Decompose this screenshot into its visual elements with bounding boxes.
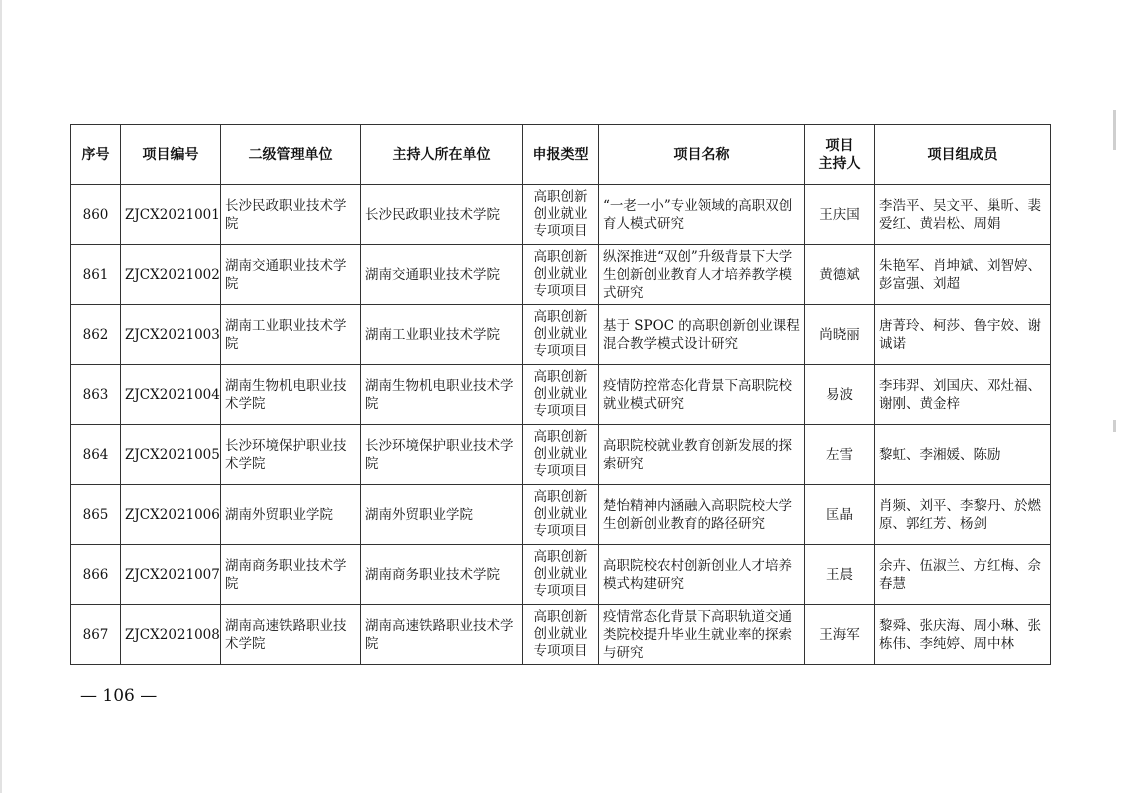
project-table (70, 124, 1051, 665)
cell-code: ZJCX2021004 (121, 365, 221, 425)
table-row (71, 605, 1051, 665)
cell-host: 易波 (805, 365, 875, 425)
cell-mgmt-unit: 长沙环境保护职业技术学院 (221, 425, 361, 485)
header-host-line1: 项目 (825, 137, 854, 154)
cell-mgmt-unit: 湖南外贸职业学院 (221, 485, 361, 545)
header-host-line2: 主持人 (818, 155, 861, 172)
scan-left-edge (0, 0, 2, 793)
cell-host-unit: 长沙环境保护职业技术学院 (361, 425, 523, 485)
cell-mgmt-unit: 湖南生物机电职业技术学院 (221, 365, 361, 425)
cell-type: 高职创新创业就业专项项目 (523, 245, 599, 305)
cell-name: “一老一小”专业领域的高职双创育人模式研究 (599, 185, 805, 245)
cell-code: ZJCX2021003 (121, 305, 221, 365)
header-host-unit: 主持人所在单位 (361, 125, 523, 185)
cell-name: 纵深推进“双创”升级背景下大学生创新创业教育人才培养教学模式研究 (599, 245, 805, 305)
table-row (71, 485, 1051, 545)
header-seq: 序号 (71, 125, 121, 185)
cell-type: 高职创新创业就业专项项目 (523, 485, 599, 545)
cell-name: 基于 SPOC 的高职创新创业课程混合教学模式设计研究 (599, 305, 805, 365)
cell-name: 楚怡精神内涵融入高职院校大学生创新创业教育的路径研究 (599, 485, 805, 545)
table-row (71, 305, 1051, 365)
table-row (71, 545, 1051, 605)
table-row (71, 245, 1051, 305)
cell-type: 高职创新创业就业专项项目 (523, 425, 599, 485)
cell-host: 王海军 (805, 605, 875, 665)
cell-code: ZJCX2021006 (121, 485, 221, 545)
scan-edge-mark (1113, 110, 1116, 150)
cell-host: 匡晶 (805, 485, 875, 545)
cell-host-unit: 湖南交通职业技术学院 (361, 245, 523, 305)
cell-code: ZJCX2021007 (121, 545, 221, 605)
table-header-row (71, 125, 1051, 185)
cell-type: 高职创新创业就业专项项目 (523, 185, 599, 245)
header-code: 项目编号 (121, 125, 221, 185)
cell-members: 余卉、伍淑兰、方红梅、佘春慧 (875, 545, 1051, 605)
cell-seq: 864 (71, 425, 121, 485)
cell-type: 高职创新创业就业专项项目 (523, 305, 599, 365)
cell-members: 黎虹、李湘媛、陈励 (875, 425, 1051, 485)
cell-name: 疫情常态化背景下高职轨道交通类院校提升毕业生就业率的探索与研究 (599, 605, 805, 665)
header-host (805, 125, 875, 185)
cell-host-unit: 湖南高速铁路职业技术学院 (361, 605, 523, 665)
cell-host-unit: 湖南生物机电职业技术学院 (361, 365, 523, 425)
cell-code: ZJCX2021005 (121, 425, 221, 485)
cell-seq: 860 (71, 185, 121, 245)
cell-mgmt-unit: 长沙民政职业技术学院 (221, 185, 361, 245)
cell-host-unit: 长沙民政职业技术学院 (361, 185, 523, 245)
cell-mgmt-unit: 湖南商务职业技术学院 (221, 545, 361, 605)
scan-edge-mark (1113, 420, 1116, 432)
cell-mgmt-unit: 湖南工业职业技术学院 (221, 305, 361, 365)
table-row (71, 365, 1051, 425)
cell-members: 肖频、刘平、李黎丹、於燃原、郭红芳、杨剑 (875, 485, 1051, 545)
cell-code: ZJCX2021001 (121, 185, 221, 245)
cell-host: 左雪 (805, 425, 875, 485)
cell-members: 李浩平、吴文平、巢昕、裴爱红、黄岩松、周娟 (875, 185, 1051, 245)
cell-host-unit: 湖南外贸职业学院 (361, 485, 523, 545)
cell-members: 黎舜、张庆海、周小琳、张栋伟、李纯婷、周中林 (875, 605, 1051, 665)
header-members: 项目组成员 (875, 125, 1051, 185)
cell-type: 高职创新创业就业专项项目 (523, 605, 599, 665)
table-body (71, 185, 1051, 665)
page-number: — 106 — (80, 686, 158, 706)
cell-mgmt-unit: 湖南交通职业技术学院 (221, 245, 361, 305)
cell-host-unit: 湖南工业职业技术学院 (361, 305, 523, 365)
cell-seq: 865 (71, 485, 121, 545)
cell-members: 唐菁玲、柯莎、鲁宇姣、谢诚诺 (875, 305, 1051, 365)
cell-type: 高职创新创业就业专项项目 (523, 365, 599, 425)
table-row (71, 185, 1051, 245)
cell-members: 李玮羿、刘国庆、邓灶福、谢刚、黄金梓 (875, 365, 1051, 425)
cell-seq: 861 (71, 245, 121, 305)
cell-name: 高职院校就业教育创新发展的探索研究 (599, 425, 805, 485)
cell-code: ZJCX2021008 (121, 605, 221, 665)
cell-host: 黄德斌 (805, 245, 875, 305)
cell-mgmt-unit: 湖南高速铁路职业技术学院 (221, 605, 361, 665)
cell-host: 尚晓丽 (805, 305, 875, 365)
cell-seq: 867 (71, 605, 121, 665)
cell-members: 朱艳军、肖坤斌、刘智婷、彭富强、刘超 (875, 245, 1051, 305)
cell-seq: 866 (71, 545, 121, 605)
cell-code: ZJCX2021002 (121, 245, 221, 305)
table-row (71, 425, 1051, 485)
header-name: 项目名称 (599, 125, 805, 185)
header-type: 申报类型 (523, 125, 599, 185)
cell-name: 高职院校农村创新创业人才培养模式构建研究 (599, 545, 805, 605)
cell-type: 高职创新创业就业专项项目 (523, 545, 599, 605)
cell-host: 王庆国 (805, 185, 875, 245)
cell-host: 王晨 (805, 545, 875, 605)
cell-name: 疫情防控常态化背景下高职院校就业模式研究 (599, 365, 805, 425)
header-mgmt-unit: 二级管理单位 (221, 125, 361, 185)
cell-seq: 862 (71, 305, 121, 365)
cell-seq: 863 (71, 365, 121, 425)
cell-host-unit: 湖南商务职业技术学院 (361, 545, 523, 605)
